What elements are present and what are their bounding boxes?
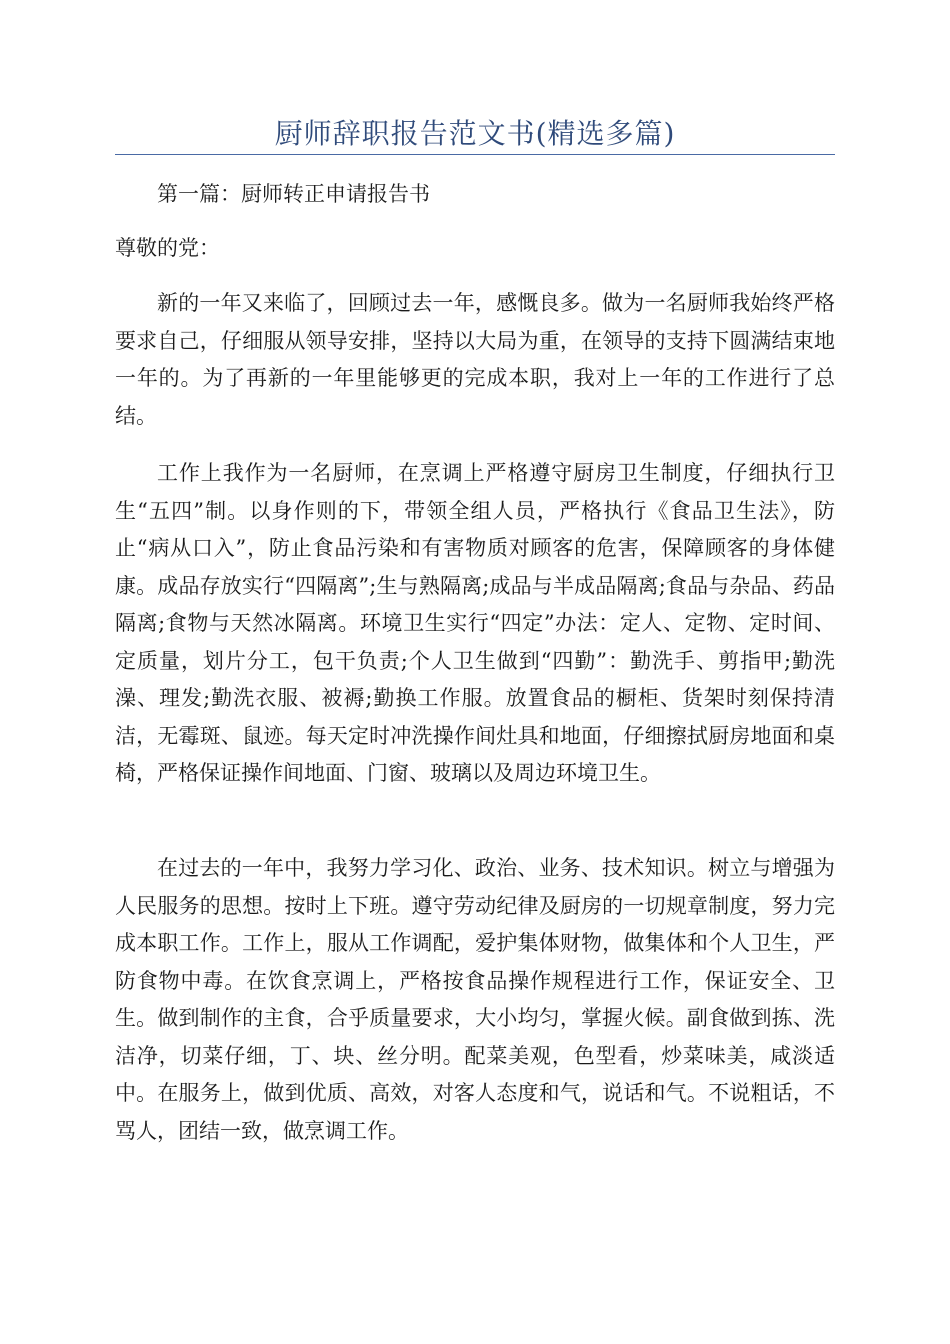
paragraph-3: 在过去的一年中，我努力学习化、政治、业务、技术知识。树立与增强为人民服务的思想。按时上下班。遵守劳动纪律及厨房的一切规章制度，努力完成本职工作。工作上，服从工作调配，爱护集体财物，做集体和个人卫生，严防食物中毒。在饮食烹调上，严格按食品操作规程进行工作，保证安全、卫生。做到制作的主食，合乎质量要求，大小均匀，掌握火候。副食做到拣、洗洁净，切菜仔细，丁、块、丝分明。配菜美观，色型看，炒菜味美，咸淡适中。在服务上，做到优质、高效，对客人态度和气，说话和气。不说粗话，不骂人，团结一致，做烹调工作。 <box>115 856 835 1143</box>
paragraph-1: 新的一年又来临了，回顾过去一年，感慨良多。做为一名厨师我始终严格要求自己，仔细服从领导安排，坚持以大局为重，在领导的支持下圆满结束地一年的。为了再新的一年里能够更的完成本职，我对上一年的工作进行了总结。 <box>115 291 835 428</box>
salutation: 尊敬的党： <box>115 236 220 260</box>
title-underline <box>115 154 835 155</box>
paragraph-2: 工作上我作为一名厨师，在烹调上严格遵守厨房卫生制度，仔细执行卫生“五四”制。以身作则的下，带领全组人员，严格执行《食品卫生法》，防止“病从口入”，防止食品污染和有害物质对顾客的危害，保障顾客的身体健康。成品存放实行“四隔离”;生与熟隔离;成品与半成品隔离;食品与杂品、药品隔离;食物与天然冰隔离。环境卫生实行“四定”办法：定人、定物、定时间、定质量，划片分工，包干负责;个人卫生做到“四勤”：勤洗手、剪指甲;勤洗澡、理发;勤洗衣服、被褥;勤换工作服。放置食品的橱柜、货架时刻保持清洁，无霉斑、鼠迹。每天定时冲洗操作间灶具和地面，仔细擦拭厨房地面和桌椅，严格保证操作间地面、门窗、玻璃以及周边环境卫生。 <box>115 461 835 785</box>
section-heading: 第一篇：厨师转正申请报告书 <box>157 182 430 206</box>
document-title: 厨师辞职报告范文书(精选多篇) <box>274 117 676 150</box>
